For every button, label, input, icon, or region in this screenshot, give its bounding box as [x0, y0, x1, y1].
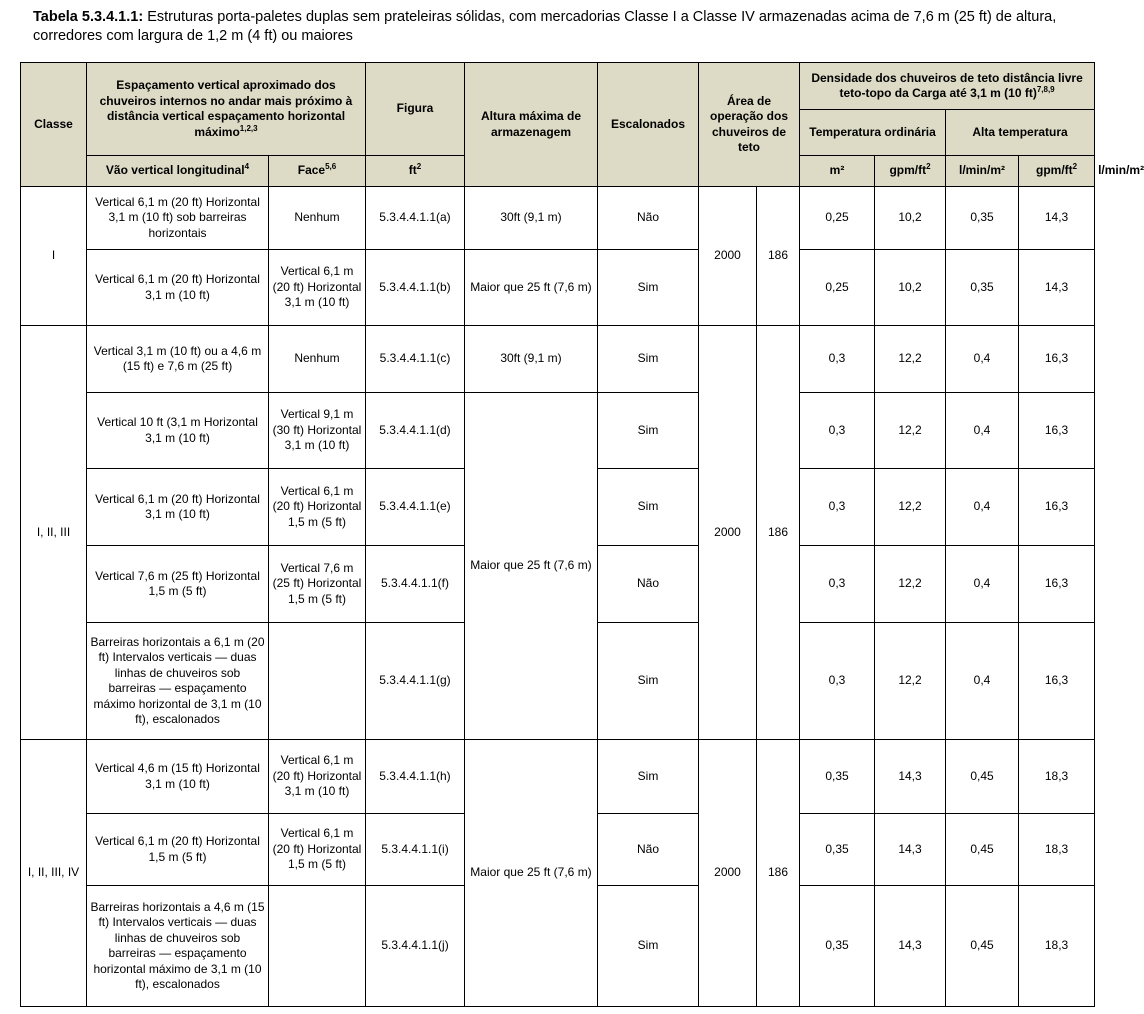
- cell-lmin-ordinaria: 14,3: [875, 740, 946, 814]
- cell-vao: Vertical 10 ft (3,1 m Horizontal 3,1 m (10 ft): [87, 393, 269, 469]
- cell-face: Vertical 6,1 m (20 ft) Horizontal 1,5 m (5 ft): [269, 469, 366, 546]
- header-figura: Figura: [366, 63, 465, 156]
- cell-lmin-ordinaria: 12,2: [875, 623, 946, 740]
- cell-gpm-alta: 0,45: [946, 814, 1019, 886]
- table-row: [21, 393, 1095, 469]
- header-temp-alta: Alta temperatura: [946, 110, 1095, 156]
- cell-escalonados: Sim: [598, 393, 699, 469]
- header-escalonados: Escalonados: [598, 63, 699, 187]
- cell-face: Nenhum: [269, 326, 366, 393]
- cell-face: Vertical 6,1 m (20 ft) Horizontal 1,5 m (5 ft): [269, 814, 366, 886]
- cell-gpm-ordinaria: 0,25: [800, 187, 875, 250]
- cell-lmin-alta: 16,3: [1019, 469, 1095, 546]
- cell-escalonados: Não: [598, 814, 699, 886]
- cell-escalonados: Sim: [598, 740, 699, 814]
- cell-lmin-ordinaria: 12,2: [875, 546, 946, 623]
- cell-figura: 5.3.4.4.1.1(d): [366, 393, 465, 469]
- header-gpm-ord: gpm/$ft^2$: [875, 156, 946, 187]
- cell-area-ft2: 2000: [699, 740, 757, 1007]
- cell-altura: 30ft (9,1 m): [465, 326, 598, 393]
- table-row: [21, 187, 1095, 250]
- cell-figura: 5.3.4.4.1.1(f): [366, 546, 465, 623]
- cell-lmin-ordinaria: 10,2: [875, 187, 946, 250]
- cell-area-m2: 186: [757, 740, 800, 1007]
- cell-lmin-ordinaria: 14,3: [875, 814, 946, 886]
- cell-gpm-ordinaria: 0,3: [800, 469, 875, 546]
- cell-lmin-ordinaria: 10,2: [875, 250, 946, 326]
- cell-vao: Barreiras horizontais a 4,6 m (15 ft) Intervalos verticais — duas linhas de chuveiros sob barreiras — espaçamento horizontal máximo de 3,1 m (10 ft), escalonados: [87, 886, 269, 1007]
- cell-lmin-alta: 18,3: [1019, 886, 1095, 1007]
- table-caption: [33, 8, 1103, 46]
- cell-area-ft2: 2000: [699, 187, 757, 326]
- cell-lmin-ordinaria: 12,2: [875, 469, 946, 546]
- cell-gpm-alta: 0,45: [946, 740, 1019, 814]
- cell-gpm-ordinaria: 0,35: [800, 740, 875, 814]
- cell-gpm-alta: 0,35: [946, 187, 1019, 250]
- cell-lmin-alta: 16,3: [1019, 393, 1095, 469]
- cell-lmin-alta: 18,3: [1019, 740, 1095, 814]
- cell-gpm-ordinaria: 0,35: [800, 814, 875, 886]
- cell-face: Vertical 9,1 m (30 ft) Horizontal 3,1 m (10 ft): [269, 393, 366, 469]
- cell-gpm-alta: 0,35: [946, 250, 1019, 326]
- cell-escalonados: Sim: [598, 623, 699, 740]
- cell-face: Nenhum: [269, 187, 366, 250]
- cell-lmin-ordinaria: 14,3: [875, 886, 946, 1007]
- cell-face: Vertical 7,6 m (25 ft) Horizontal 1,5 m (5 ft): [269, 546, 366, 623]
- header-vao: Vão vertical longitudinal$^4$: [87, 156, 269, 187]
- cell-gpm-alta: 0,45: [946, 886, 1019, 1007]
- cell-escalonados: Sim: [598, 326, 699, 393]
- header-ft2: $ft^2$: [366, 156, 465, 187]
- cell-face: Vertical 6,1 m (20 ft) Horizontal 3,1 m (10 ft): [269, 740, 366, 814]
- table-row: [21, 250, 1095, 326]
- cell-gpm-alta: 0,4: [946, 546, 1019, 623]
- cell-figura: 5.3.4.4.1.1(h): [366, 740, 465, 814]
- cell-vao: Vertical 6,1 m (20 ft) Horizontal 3,1 m (10 ft) sob barreiras horizontais: [87, 187, 269, 250]
- cell-escalonados: Não: [598, 187, 699, 250]
- cell-lmin-ordinaria: 12,2: [875, 326, 946, 393]
- cell-face: [269, 623, 366, 740]
- cell-escalonados: Sim: [598, 469, 699, 546]
- cell-vao: Vertical 6,1 m (20 ft) Horizontal 3,1 m (10 ft): [87, 250, 269, 326]
- cell-gpm-ordinaria: 0,3: [800, 546, 875, 623]
- cell-gpm-ordinaria: 0,3: [800, 326, 875, 393]
- cell-lmin-alta: 18,3: [1019, 814, 1095, 886]
- cell-gpm-ordinaria: 0,35: [800, 886, 875, 1007]
- caption-text: Estruturas porta-paletes duplas sem prateleiras sólidas, com mercadorias Classe I a Classe IV armazenadas acima de 7,6 m (25 ft) de altura, corredores com largura de 1,2 m (4 ft) ou maiores: [33, 9, 1057, 44]
- cell-figura: 5.3.4.4.1.1(j): [366, 886, 465, 1007]
- cell-lmin-alta: 16,3: [1019, 623, 1095, 740]
- cell-vao: Barreiras horizontais a 6,1 m (20 ft) Intervalos verticais — duas linhas de chuveiros sob barreiras — espaçamento máximo horizontal de 3,1 m (10 ft), escalonados: [87, 623, 269, 740]
- cell-gpm-alta: 0,4: [946, 326, 1019, 393]
- cell-gpm-alta: 0,4: [946, 469, 1019, 546]
- cell-escalonados: Não: [598, 546, 699, 623]
- table-row: [21, 326, 1095, 393]
- header-lmin-ord: l/min/m²: [946, 156, 1019, 187]
- header-classe: Classe: [21, 63, 87, 187]
- table-row: [21, 740, 1095, 814]
- cell-lmin-alta: 16,3: [1019, 546, 1095, 623]
- cell-gpm-ordinaria: 0,25: [800, 250, 875, 326]
- cell-face: Vertical 6,1 m (20 ft) Horizontal 3,1 m (10 ft): [269, 250, 366, 326]
- cell-classe: I: [21, 187, 87, 326]
- cell-area-m2: 186: [757, 326, 800, 740]
- cell-altura: Maior que 25 ft (7,6 m): [465, 740, 598, 1007]
- sprinkler-table: Classe Espaçamento vertical aproximado dos chuveiros internos no andar mais próximo à distância vertical espaçamento horizontal máximo$^{1,2,3}$ Figura Altura máxima de armazenagem Escalonados Área de operação dos chuveiros de teto Densidade dos chuveiros de teto distância livre teto-topo da Carga até 3,1 m (10 ft)$^{7,8,9}$ Temperatura ordinária Alta temperatura Vão vertical longitudinal$^4$ Face$^{5,6}$ $ft^2$ m² gpm/$ft^2$ l/min/m² gpm/$ft^2$ l/min/m² I Vertical 6,1 m (20 ft) Horizontal 3,1 m (10 ft) sob barreiras horizontais Nenhum 5.3.4.4.1.1(a) 30ft (9,1 m) Não 2000 186 0,25 10,2 0,35 14,3 Vertical 6,1 m (20 ft) Horizontal 3,1 m (10 ft) Vertical 6,1 m (20 ft) Horizontal 3,1 m (10 ft) 5.3.4.4.1.1(b) Maior que 25 ft (7,6 m) Sim 0,25 10,2 0,35 14,3 I, II, III Vertical 3,1 m (10 ft) ou a 4,6 m (15 ft) e 7,6 m (25 ft) Nenhum 5.3.4.4.1.1(c) 30ft (9,1 m) Sim 2000 186 0,3 12,2 0,4 16,3 Vertical 10 ft (3,1 m Horizontal 3,1 m (10 ft) Vertical 9,1 m (30 ft) Horizontal 3,1 m (10 ft) 5.3.4.4.1.1(d) Maior que 25 ft (7,6 m) Sim 0,3 12,2 0,4 16,3 Vertical 6,1 m (20 ft) Horizontal 3,1 m (10 ft) Vertical 6,1 m (20 ft) Horizontal 1,5 m (5 ft) 5.3.4.4.1.1(e) Sim 0,3 12,2 0,4 16,3 Vertical 7,6 m (25 ft) Horizontal 1,5 m (5 ft) Vertical 7,6 m (25 ft) Horizontal 1,5 m (5 ft) 5.3.4.4.1.1(f) Não 0,3 12,2 0,4 16,3 Barreiras horizontais a 6,1 m (20 ft) Intervalos verticais — duas linhas de chuveiros sob barreiras — espaçamento máximo horizontal de 3,1 m (10 ft), escalonados 5.3.4.4.1.1(g) Sim 0,3 12,2 0,4 16,3 I, II, III, IV Vertical 4,6 m (15 ft) Horizontal 3,1 m (10 ft) Vertical 6,1 m (20 ft) Horizontal 3,1 m (10 ft) 5.3.4.4.1.1(h) Maior que 25 ft (7,6 m) Sim 2000 186 0,35 14,3 0,45 18,3 Vertical 6,1 m (20 ft) Horizontal 1,5 m (5 ft) Vertical 6,1 m (20 ft) Horizontal 1,5 m (5 ft) 5.3.4.4.1.1(i) Não 0,35 14,3 0,45 18,3 Barreiras horizontais a 4,6 m (15 ft) Intervalos verticais — duas linhas de chuveiros sob barreiras — espaçamento horizontal máximo de 3,1 m (10 ft), escalonados 5.3.4.4.1.1(j) Sim 0,35 14,3 0,45 18,3: [20, 62, 1095, 1007]
- cell-altura: 30ft (9,1 m): [465, 187, 598, 250]
- cell-lmin-ordinaria: 12,2: [875, 393, 946, 469]
- cell-vao: Vertical 7,6 m (25 ft) Horizontal 1,5 m (5 ft): [87, 546, 269, 623]
- cell-figura: 5.3.4.4.1.1(a): [366, 187, 465, 250]
- cell-area-m2: 186: [757, 187, 800, 326]
- cell-lmin-alta: 14,3: [1019, 250, 1095, 326]
- cell-area-ft2: 2000: [699, 326, 757, 740]
- cell-gpm-ordinaria: 0,3: [800, 393, 875, 469]
- cell-vao: Vertical 6,1 m (20 ft) Horizontal 1,5 m (5 ft): [87, 814, 269, 886]
- cell-altura: Maior que 25 ft (7,6 m): [465, 250, 598, 326]
- cell-lmin-alta: 14,3: [1019, 187, 1095, 250]
- cell-gpm-ordinaria: 0,3: [800, 623, 875, 740]
- cell-figura: 5.3.4.4.1.1(b): [366, 250, 465, 326]
- header-densidade: Densidade dos chuveiros de teto distância livre teto-topo da Carga até 3,1 m (10 ft)$^{7,8,9}$: [800, 63, 1095, 110]
- header-area: Área de operação dos chuveiros de teto: [699, 63, 800, 187]
- cell-figura: 5.3.4.4.1.1(e): [366, 469, 465, 546]
- cell-escalonados: Sim: [598, 250, 699, 326]
- cell-figura: 5.3.4.4.1.1(g): [366, 623, 465, 740]
- cell-vao: Vertical 6,1 m (20 ft) Horizontal 3,1 m (10 ft): [87, 469, 269, 546]
- cell-escalonados: Sim: [598, 886, 699, 1007]
- header-temp-ordinaria: Temperatura ordinária: [800, 110, 946, 156]
- cell-lmin-alta: 16,3: [1019, 326, 1095, 393]
- cell-classe: I, II, III: [21, 326, 87, 740]
- caption-label: Tabela 5.3.4.1.1:: [33, 9, 144, 25]
- cell-altura: Maior que 25 ft (7,6 m): [465, 393, 598, 740]
- header-gpm-alta: gpm/$ft^2$: [1019, 156, 1095, 187]
- header-espacamento: Espaçamento vertical aproximado dos chuveiros internos no andar mais próximo à distância vertical espaçamento horizontal máximo$^{1,2,3}$: [87, 63, 366, 156]
- cell-figura: 5.3.4.4.1.1(c): [366, 326, 465, 393]
- cell-classe: I, II, III, IV: [21, 740, 87, 1007]
- cell-gpm-alta: 0,4: [946, 393, 1019, 469]
- header-face: Face$^{5,6}$: [269, 156, 366, 187]
- cell-gpm-alta: 0,4: [946, 623, 1019, 740]
- header-altura: Altura máxima de armazenagem: [465, 63, 598, 187]
- cell-face: [269, 886, 366, 1007]
- cell-figura: 5.3.4.4.1.1(i): [366, 814, 465, 886]
- cell-vao: Vertical 3,1 m (10 ft) ou a 4,6 m (15 ft) e 7,6 m (25 ft): [87, 326, 269, 393]
- cell-vao: Vertical 4,6 m (15 ft) Horizontal 3,1 m (10 ft): [87, 740, 269, 814]
- header-m2: m²: [800, 156, 875, 187]
